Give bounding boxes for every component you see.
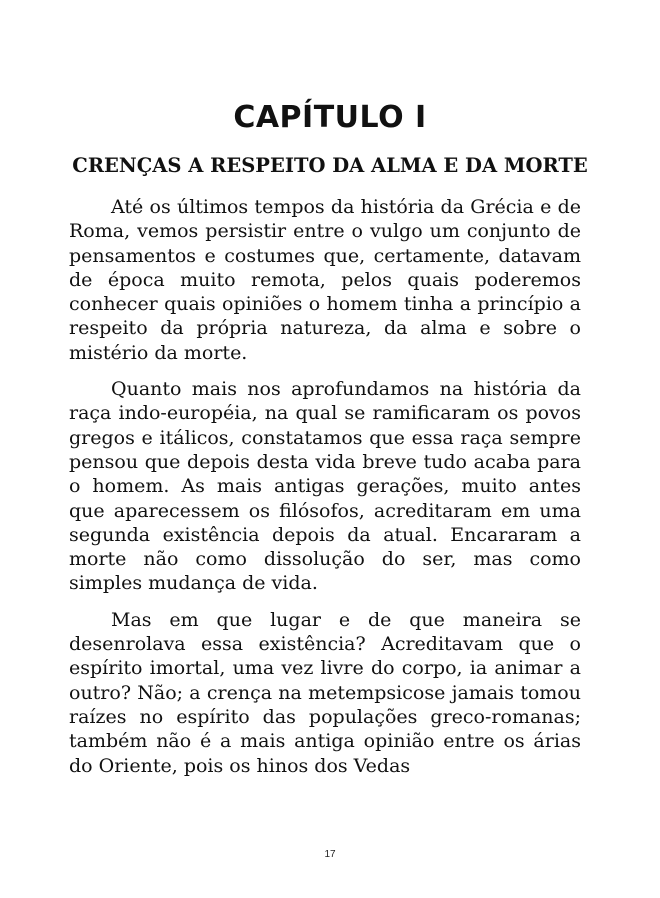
page-number: 17 (324, 849, 336, 860)
chapter-title: CAPÍTULO I (233, 100, 427, 135)
paragraph: Até os últimos tempos da história da Grécia e de Roma, vemos persistir entre o vulgo um conjunto de pensamentos e costumes que, certamente, datavam de época muito remota, pelos quais poderemos conhecer quais opiniões o homem tinha a princípio a respeito da própria natureza, da alma e sobre o mistério da morte. (69, 196, 581, 364)
paragraph: Quanto mais nos aprofundamos na história da raça indo-européia, na qual se ramificaram os povos gregos e itálicos, constatamos que essa raça sempre pensou que depois desta vida breve tudo acaba para o homem. As mais antigas gerações, muito antes que aparecessem os filósofos, acreditaram em uma segunda existência depois da atual. Encararam a morte não como dissolução do ser, mas como simples mudança de vida. (69, 378, 581, 595)
chapter-subtitle: CRENÇAS A RESPEITO DA ALMA E DA MORTE (72, 154, 588, 177)
paragraph: Mas em que lugar e de que maneira se desenrolava essa existência? Acreditavam que o espírito imortal, uma vez livre do corpo, ia animar a outro? Não; a crença na metempsicose jamais tomou raízes no espírito das populações greco-romanas; também não é a mais antiga opinião entre os árias do Oriente, pois os hinos dos Vedas (69, 608, 581, 777)
chapter-body (69, 195, 581, 790)
